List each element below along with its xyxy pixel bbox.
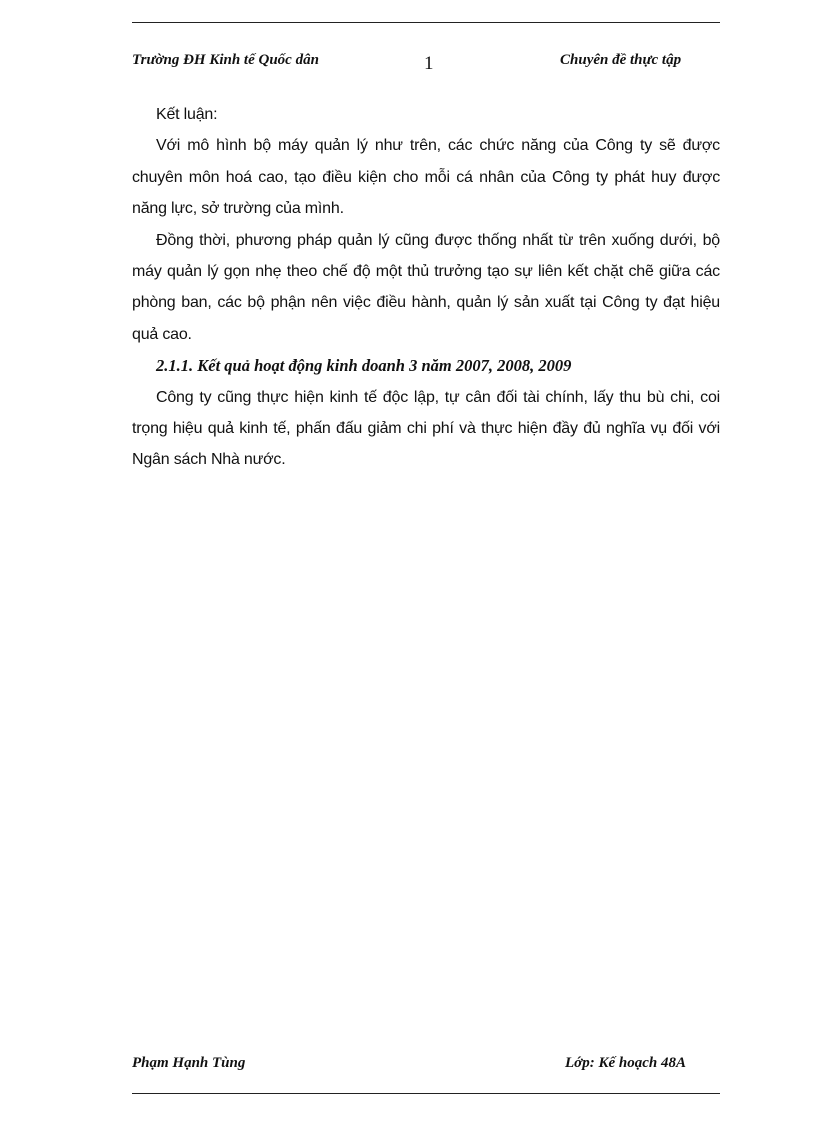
paragraph-financial-independence: Công ty cũng thực hiện kinh tế độc lập, tự cân đối tài chính, lấy thu bù chi, coi trọng hiệu quả kinh tế, phấn đấu giảm chi phí và thực hiện đầy đủ nghĩa vụ đối với Ngân sách Nhà nước. — [132, 388, 720, 469]
footer-class: Lớp: Kế hoạch 48A — [565, 1055, 686, 1071]
header-document-type: Chuyên đề thực tập — [560, 52, 682, 68]
page-number: 1 — [424, 53, 434, 74]
header-university: Trường ĐH Kinh tế Quốc dân — [132, 52, 319, 68]
footer-rule — [132, 1093, 720, 1094]
page-footer — [132, 1055, 720, 1079]
paragraph-unified-management: Đồng thời, phương pháp quản lý cũng được thống nhất từ trên xuống dưới, bộ máy quản lý gọn nhẹ theo chế độ một thủ trưởng tạo sự liên kết chặt chẽ giữa các phòng ban, các bộ phận nên việc điều hành, quản lý sản xuất tại Công ty đạt hiệu quả cao. — [132, 231, 720, 343]
header-rule — [132, 22, 720, 23]
conclusion-label: Kết luận: — [156, 106, 218, 123]
page-header — [132, 52, 720, 76]
paragraph-management-model: Với mô hình bộ máy quản lý như trên, các chức năng của Công ty sẽ được chuyên môn hoá cao, tạo điều kiện cho mỗi cá nhân của Công ty phát huy được năng lực, sở trường của mình. — [132, 137, 720, 218]
footer-author: Phạm Hạnh Tùng — [132, 1055, 246, 1071]
document-body — [132, 99, 720, 476]
section-heading: 2.1.1. Kết quả hoạt động kinh doanh 3 năm 2007, 2008, 2009 — [156, 356, 572, 376]
